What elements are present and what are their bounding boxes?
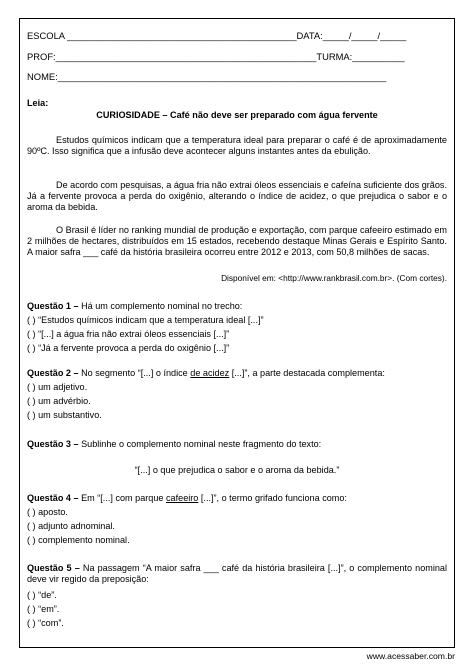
question-1-option-a: ( ) “Estudos químicos indicam que a temperatura ideal [...]” xyxy=(27,315,264,325)
question-1-label: Questão 1 – xyxy=(27,301,79,311)
question-5-text: Na passagem “A maior safra ___ café da história brasileira [...]”, o complemento nominal deve vir regido da preposição: xyxy=(27,563,447,585)
reading-source: Disponível em: <http://www.rankbrasil.com.br>. (Com cortes). xyxy=(221,273,447,283)
reading-paragraph-2: De acordo com pesquisas, a água fria não extrai óleos essenciais e cafeína suficiente dos grãos. Já a fervente provoca a perda do oxigênio, alterando o índice de acidez, o que prejudica o sabor e o aroma da bebida. xyxy=(27,180,447,213)
question-2-text-before: No segmento “[...] o índice xyxy=(78,368,191,378)
question-2-label: Questão 2 – xyxy=(27,368,79,378)
question-3-label: Questão 3 – xyxy=(27,439,79,449)
question-3-prompt xyxy=(27,439,321,450)
question-4-label: Questão 4 – xyxy=(27,493,79,503)
header-school-date: ESCOLA ____________________________________________DATA:_____/_____/_____ xyxy=(27,30,407,41)
question-3-text: Sublinhe o complemento nominal neste fragmento do texto: xyxy=(78,439,322,449)
reading-paragraph-1: Estudos químicos indicam que a temperatura ideal para preparar o café é de aproximadamente 90ºC. Isso significa que a infusão deve acontecer alguns instantes antes da ebulição. xyxy=(27,135,447,157)
question-4-option-c: ( ) complemento nominal. xyxy=(27,535,130,545)
question-1-option-b: ( ) “[...] a água fria não extrai óleos essenciais [...]” xyxy=(27,329,230,339)
question-1-option-c: ( ) “Já a fervente provoca a perda do oxigênio [...]” xyxy=(27,343,230,353)
header-teacher-class: PROF:__________________________________________________TURMA:__________ xyxy=(27,51,405,62)
question-4-option-b: ( ) adjunto adnominal. xyxy=(27,521,115,531)
question-2-option-b: ( ) um advérbio. xyxy=(27,396,91,406)
question-5-label: Questão 5 – xyxy=(27,563,80,573)
reading-title: CURIOSIDADE – Café não deve ser preparado com água fervente xyxy=(96,110,378,120)
question-2-option-a: ( ) um adjetivo. xyxy=(27,382,88,392)
question-5-prompt xyxy=(27,563,447,585)
question-4-underlined-term: cafeeiro xyxy=(166,493,199,503)
question-4-text-before: Em “[...] com parque xyxy=(78,493,166,503)
question-1-prompt xyxy=(27,301,242,312)
question-2-option-c: ( ) um substantivo. xyxy=(27,410,102,420)
question-2-prompt xyxy=(27,368,385,379)
header-student-name: NOME:_______________________________________________________________ xyxy=(27,71,387,82)
question-4-text-after: [...]”, o termo grifado funciona como: xyxy=(198,493,347,503)
footer-website: www.acessaber.com.br xyxy=(366,651,455,661)
reading-paragraph-3: O Brasil é líder no ranking mundial de produção e exportação, com parque cafeeiro estimado em 2 milhões de hectares, distribuídos em 15 estados, recebendo destaque Minas Gerais e Espírito Santo. A maior safra ___ café da história brasileira ocorreu entre 2012 e 2013, com 50,8 milhões de sacas. xyxy=(27,225,447,258)
question-3-quote: “[...] o que prejudica o sabor e o aroma da bebida.” xyxy=(134,465,340,475)
question-5-option-b: ( ) “em”. xyxy=(27,604,60,614)
question-4-option-a: ( ) aposto. xyxy=(27,507,68,517)
question-2-underlined-term: de acidez xyxy=(190,368,230,378)
question-5-option-a: ( ) “de”. xyxy=(27,590,57,600)
question-2-text-after: [...]”, a parte destacada complementa: xyxy=(229,368,385,378)
reading-intro: Leia: xyxy=(27,98,49,108)
question-1-text: Há um complemento nominal no trecho: xyxy=(78,301,243,311)
question-4-prompt xyxy=(27,493,347,504)
question-5-option-c: ( ) “com”. xyxy=(27,618,64,628)
